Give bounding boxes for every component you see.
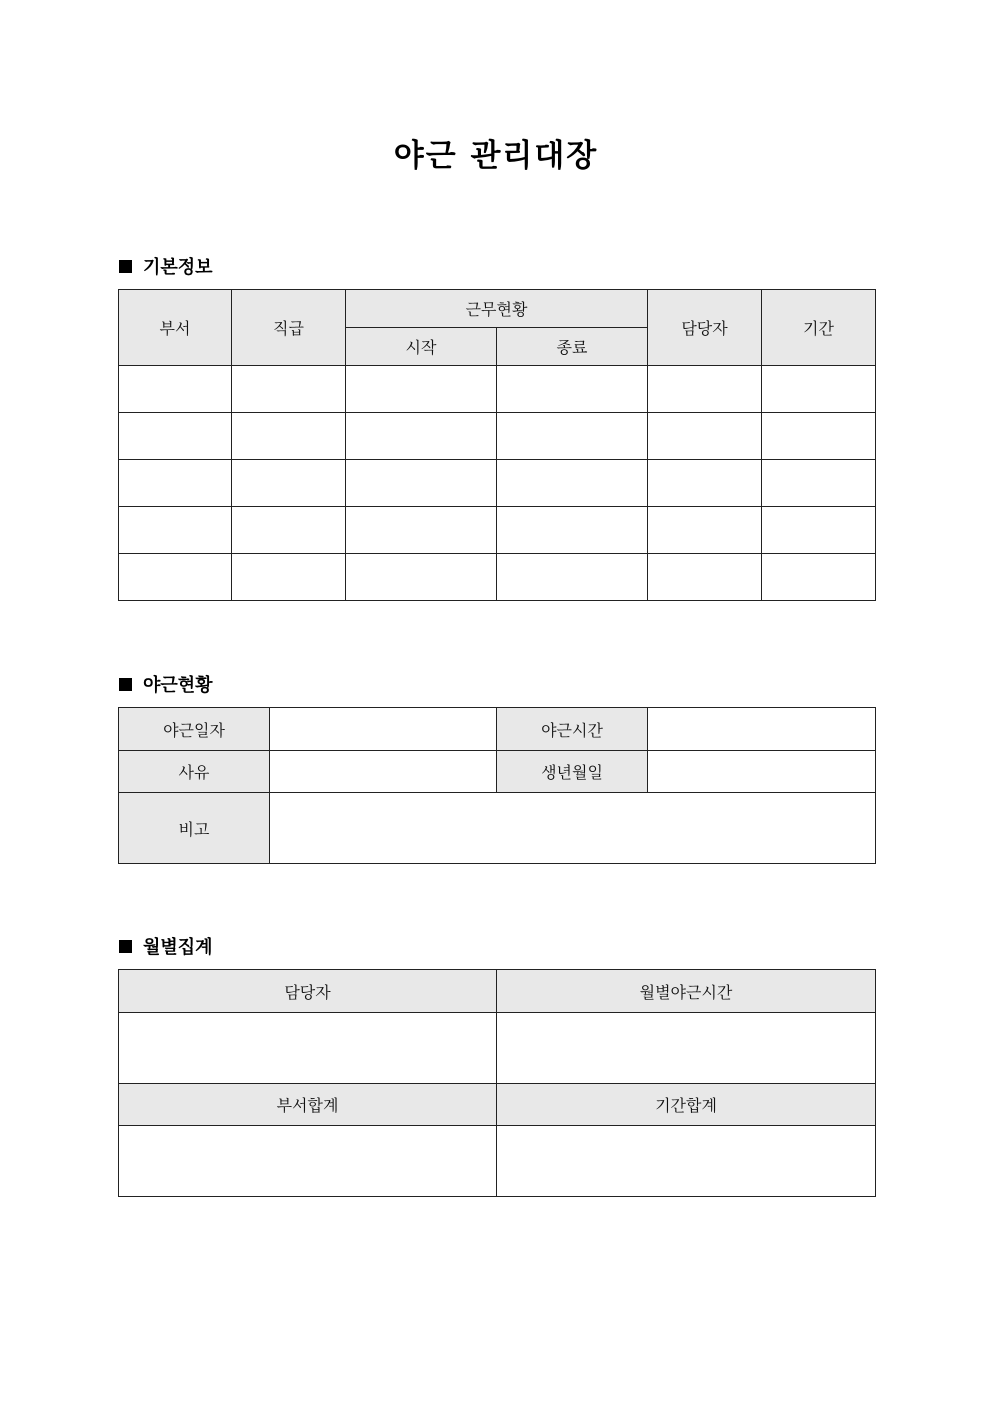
remarks-field[interactable] <box>270 793 876 864</box>
square-bullet-icon <box>119 678 132 691</box>
table-cell[interactable] <box>497 460 648 507</box>
table-cell[interactable] <box>232 366 346 413</box>
dept-total-field[interactable] <box>119 1126 497 1197</box>
header-start: 시작 <box>346 328 497 366</box>
page-title: 야근 관리대장 <box>393 138 599 174</box>
monthly-hours-field[interactable] <box>497 1013 876 1084</box>
table-cell[interactable] <box>232 460 346 507</box>
table-row <box>119 413 876 460</box>
table-row <box>119 460 876 507</box>
section-heading-overtime-label: 야근현황 <box>143 675 213 696</box>
table-cell[interactable] <box>346 413 497 460</box>
overtime-date-field[interactable] <box>270 708 497 751</box>
monthly-manager-field[interactable] <box>119 1013 497 1084</box>
header-manager: 담당자 <box>648 290 762 366</box>
label-overtime-date: 야근일자 <box>119 708 270 751</box>
table-cell[interactable] <box>346 366 497 413</box>
overtime-table <box>118 707 876 864</box>
table-cell[interactable] <box>762 554 876 601</box>
header-monthly-manager: 담당자 <box>119 970 497 1013</box>
header-dept-total: 부서합계 <box>119 1084 497 1126</box>
table-cell[interactable] <box>119 460 232 507</box>
section-heading-monthly <box>119 933 213 959</box>
table-cell[interactable] <box>232 554 346 601</box>
table-cell[interactable] <box>497 366 648 413</box>
period-total-field[interactable] <box>497 1126 876 1197</box>
header-dept: 부서 <box>119 290 232 366</box>
table-cell[interactable] <box>119 507 232 554</box>
square-bullet-icon <box>119 940 132 953</box>
square-bullet-icon <box>119 260 132 273</box>
header-period: 기간 <box>762 290 876 366</box>
label-reason: 사유 <box>119 751 270 793</box>
table-cell[interactable] <box>762 507 876 554</box>
table-cell[interactable] <box>762 460 876 507</box>
table-cell[interactable] <box>346 554 497 601</box>
header-rank: 직급 <box>232 290 346 366</box>
section-heading-overtime <box>119 671 213 697</box>
table-row <box>119 366 876 413</box>
header-period-total: 기간합계 <box>497 1084 876 1126</box>
table-cell[interactable] <box>762 413 876 460</box>
table-cell[interactable] <box>119 554 232 601</box>
header-end: 종료 <box>497 328 648 366</box>
table-cell[interactable] <box>346 507 497 554</box>
table-cell[interactable] <box>119 413 232 460</box>
label-remarks: 비고 <box>119 793 270 864</box>
header-work-status: 근무현황 <box>346 290 648 328</box>
table-cell[interactable] <box>346 460 497 507</box>
table-cell[interactable] <box>232 413 346 460</box>
overtime-hours-field[interactable] <box>648 708 876 751</box>
table-cell[interactable] <box>497 507 648 554</box>
table-cell[interactable] <box>648 507 762 554</box>
table-cell[interactable] <box>119 366 232 413</box>
label-overtime-hours: 야근시간 <box>497 708 648 751</box>
reason-field[interactable] <box>270 751 497 793</box>
birthdate-field[interactable] <box>648 751 876 793</box>
table-cell[interactable] <box>648 413 762 460</box>
table-row <box>119 554 876 601</box>
label-birthdate: 생년월일 <box>497 751 648 793</box>
table-cell[interactable] <box>648 460 762 507</box>
table-cell[interactable] <box>648 366 762 413</box>
table-cell[interactable] <box>497 413 648 460</box>
header-monthly-hours: 월별야근시간 <box>497 970 876 1013</box>
section-heading-basic <box>119 253 213 279</box>
table-cell[interactable] <box>762 366 876 413</box>
section-heading-monthly-label: 월별집계 <box>143 937 213 958</box>
section-heading-basic-label: 기본정보 <box>143 257 213 278</box>
table-cell[interactable] <box>648 554 762 601</box>
table-cell[interactable] <box>497 554 648 601</box>
table-cell[interactable] <box>232 507 346 554</box>
table-row <box>119 507 876 554</box>
basic-info-table <box>118 289 876 601</box>
monthly-summary-table <box>118 969 876 1197</box>
